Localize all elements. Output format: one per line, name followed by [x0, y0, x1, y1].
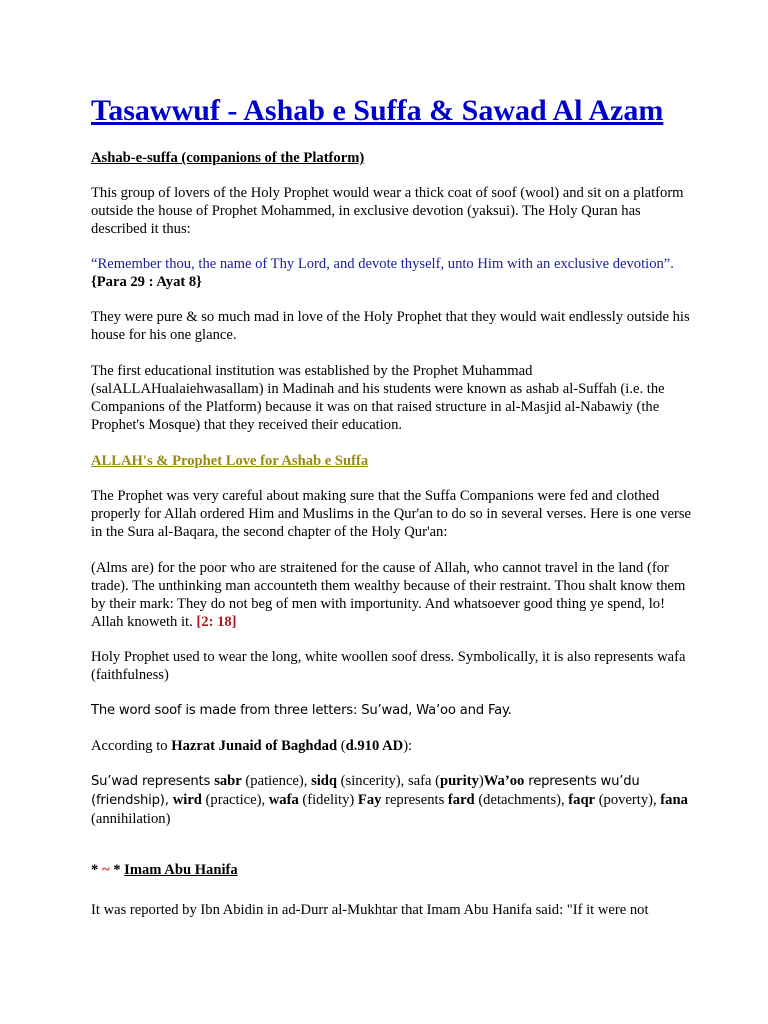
meaning-term: wird — [172, 792, 202, 808]
meaning-text: represents — [381, 792, 448, 808]
meaning-term: wafa — [268, 792, 299, 808]
meaning-text: Su’wad represents — [91, 774, 215, 789]
quote-paragraph — [91, 255, 691, 291]
paragraph-soof-dress: Holy Prophet used to wear the long, white woollen soof dress. Symbolically, it is also represents wafa (faithfulness) — [91, 649, 686, 683]
paragraph-prophet-careful: The Prophet was very careful about making sure that the Suffa Companions were fed and clothed properly for Allah ordered Him and Muslims in the Qur'an to do so in several verses. Here is one verse in the Sura al-Baqara, the second chapter of the Holy Qur'an: — [91, 488, 692, 540]
meaning-text: (detachments), — [474, 792, 569, 808]
meaning-term: sidq — [311, 773, 338, 789]
page-title[interactable]: Tasawwuf - Ashab e Suffa & Sawad Al Azam — [91, 94, 664, 127]
quote-reference: {Para 29 : Ayat 8} — [91, 274, 202, 290]
tilde-ornament: ~ — [101, 862, 110, 878]
meaning-text: ) — [478, 773, 484, 789]
alms-verse-reference: [2: 18] — [196, 614, 237, 630]
star-ornament: * — [113, 862, 121, 878]
quote-text: “Remember thou, the name of Thy Lord, and devote thyself, unto Him with an exclusive devotion”. — [91, 256, 674, 272]
paragraph-letter-meanings — [91, 772, 691, 828]
meaning-term: sabr — [214, 773, 242, 789]
paragraph-intro: This group of lovers of the Holy Prophet would wear a thick coat of soof (wool) and sit on a platform outside the house of Prophet Mohammed, in exclusive devotion (yaksui). The Holy Quran has described it thus: — [91, 185, 684, 237]
meaning-text: (fidelity) — [298, 792, 358, 808]
paragraph-according-to — [91, 737, 691, 755]
meaning-term: fana — [660, 792, 688, 808]
paragraph-pure-love: They were pure & so much mad in love of the Holy Prophet that they would wait endlessly outside his house for his one glance. — [91, 309, 690, 343]
according-suffix: ): — [403, 738, 413, 754]
meaning-text: represents wu’du (friendship), — [91, 774, 640, 808]
paragraph-alms-verse — [91, 559, 691, 631]
meaning-term: Wa’oo — [483, 773, 525, 789]
meaning-text: (patience), — [241, 773, 312, 789]
meaning-text: (poverty), — [595, 792, 661, 808]
meaning-text: (annihilation) — [91, 811, 171, 827]
meaning-term: Fay — [357, 792, 382, 808]
according-date: d.910 AD — [345, 738, 404, 754]
meaning-text: (sincerity), safa ( — [337, 773, 440, 789]
imam-abu-hanifa-heading: Imam Abu Hanifa — [124, 862, 238, 878]
star-ornament: * — [91, 862, 99, 878]
meaning-term: purity — [439, 773, 479, 789]
meaning-term: fard — [447, 792, 475, 808]
paragraph-ibn-abidin: It was reported by Ibn Abidin in ad-Durr al-Mukhtar that Imam Abu Hanifa said: "If it were not — [91, 902, 649, 918]
according-name: Hazrat Junaid of Baghdad — [171, 738, 338, 754]
meaning-term: faqr — [568, 792, 596, 808]
meaning-text: (practice), — [201, 792, 269, 808]
alms-verse-text: (Alms are) for the poor who are straitened for the cause of Allah, who cannot travel in the land (for trade). The unthinking man accounteth them wealthy because of their restraint. Thou shalt know them by their mark: They do not beg of men with importunity. And whatsoever good thing ye spend, lo! Allah knoweth it. — [91, 560, 686, 630]
section-heading-imam-abu-hanifa — [91, 861, 691, 879]
section-heading-ashab-e-suffa: Ashab-e-suffa (companions of the Platform) — [91, 150, 365, 166]
according-mid: ( — [337, 738, 346, 754]
paragraph-first-institution: The first educational institution was established by the Prophet Muhammad (salALLAHualaiehwasallam) in Madinah and his students were known as ashab al-Suffah (i.e. the Companions of the Platform) because it was on that raised structure in al-Masjid al-Nabawiy (the Prophet's Mosque) that they received their education. — [91, 363, 665, 433]
paragraph-soof-letters: The word soof is made from three letters: Su’wad, Wa’oo and Fay. — [91, 703, 512, 718]
section-heading-allah-love[interactable]: ALLAH's & Prophet Love for Ashab e Suffa — [91, 453, 369, 469]
according-prefix: According to — [91, 738, 172, 754]
